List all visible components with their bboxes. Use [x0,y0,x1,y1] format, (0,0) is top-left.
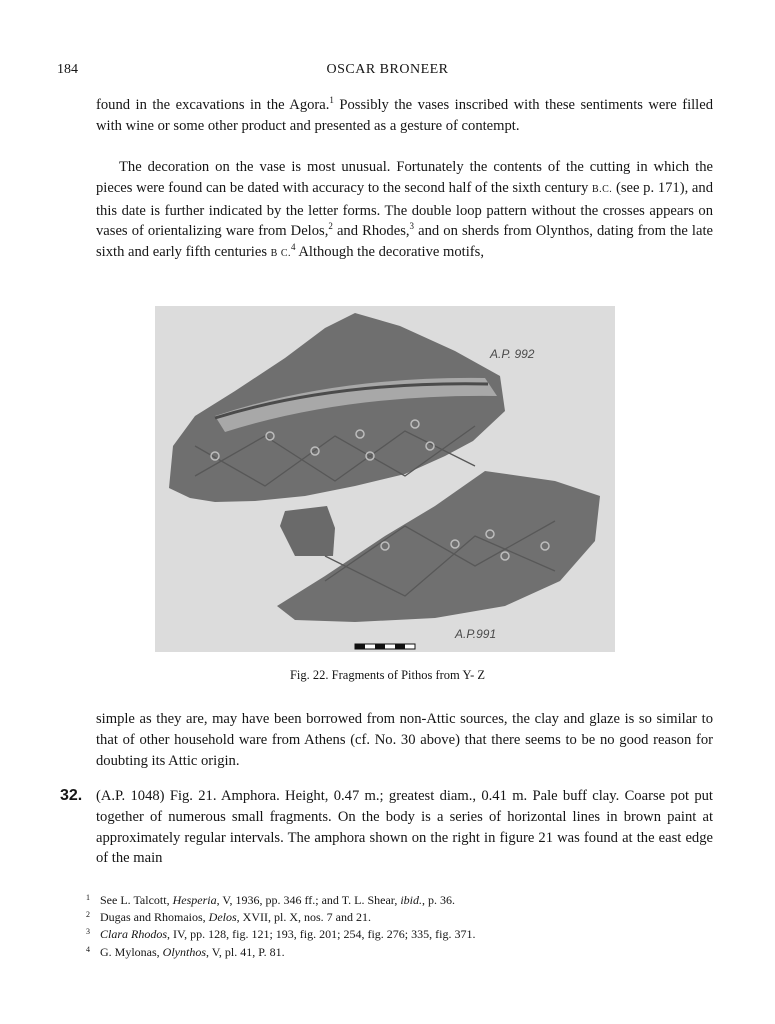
para2-text-e: Although the decorative motifs, [295,244,484,261]
footnote-journal: Hesperia [172,893,217,907]
footnote-text: G. Mylonas, [100,944,163,959]
footnote-text: , IV, pp. 128, fig. 121; 193, fig. 201; 254, fig. 276; 335, fig. 371. [167,927,476,942]
page-number: 184 [57,62,78,77]
footnote-mark: 3 [86,927,90,937]
footnotes [86,892,726,961]
label-ap-991: A.P.991 [455,627,497,641]
footnote-mark: 4 [86,944,90,954]
footnote-text: , V, 1936, pp. 346 ff.; and T. L. Shear, [216,893,401,907]
footnote-mark: 2 [86,910,90,920]
scale-bar [355,644,415,649]
para2-text-b: (see p. 171), and this date is further indicated by the letter forms. The double loop pattern without the crosses appears on vases of orientalizing ware from Delos, [96,179,713,240]
para1-text-a: found in the excavations in the Agora. [96,97,330,113]
para1-text-b: Possibly the vases inscribed with these sentiments were filled with wine or some other product and presented as a gesture of contempt. [96,97,714,134]
bc-abbrev: B.C. [591,183,613,195]
footnote-journal: Delos [208,910,237,925]
footnote-journal: Clara Rhodos [100,927,168,942]
footnote-4 [86,944,726,961]
footnote-journal: Olynthos [162,944,207,959]
footnote-text: , V, pl. 41, P. 81. [206,944,285,959]
footnote-mark: 1 [86,893,90,902]
footnote-text: Dugas and Rhomaios, [100,910,209,925]
label-ap-992: A.P. 992 [490,347,535,361]
footnote-ref-2: 2 [328,221,333,232]
footnote-text: , p. 36. [422,893,455,907]
footnote-text: See L. Talcott, [100,893,173,907]
figure-caption: Fig. 22. Fragments of Pithos from Y- Z [289,668,486,682]
para2-text-d: and on sherds from Olynthos, dating from the late sixth and early fifth centuries [96,223,713,261]
footnote-ref-4: 4 [291,242,296,253]
catalogue-number: 32. [60,787,83,804]
para2-text-a: The decoration on the vase is most unusual. Fortunately the contents of the cutting in which the pieces were found can be dated with accuracy to the second half of the sixth century [96,159,713,196]
footnote-ref-1: 1 [329,95,334,106]
footnote-2 [86,909,726,926]
footnote-3 [86,926,726,943]
bc-abbrev: B C. [270,248,292,260]
paragraph-2 [96,157,713,265]
paragraph-1 [96,95,713,137]
pithos-fragments-photo [155,306,615,652]
footnote-text: , XVII, pl. X, nos. 7 and 21. [236,910,371,925]
paragraph-3: simple as they are, may have been borrowed from non-Attic sources, the clay and glaze is so similar to that of other household ware from Athens (cf. No. 30 above) that there seems to be no good reason for doubting its Attic origin. [96,711,713,769]
catalogue-entry-32: (A.P. 1048) Fig. 21. Amphora. Height, 0.47 m.; greatest diam., 0.41 m. Pale buff clay. Coarse pot put together of numerous small fragments. On the body is a series of horizontal lines in brown paint at approximately regular intervals. The amphora shown on the right in figure 21 was found at the east edge of the main [96,788,713,867]
footnote-ref-3: 3 [409,221,415,232]
footnote-1 [86,892,726,909]
para2-text-c: and Rhodes, [332,223,410,240]
running-head: OSCAR BRONEER [326,62,449,77]
footnote-ibid: ibid. [400,893,422,907]
